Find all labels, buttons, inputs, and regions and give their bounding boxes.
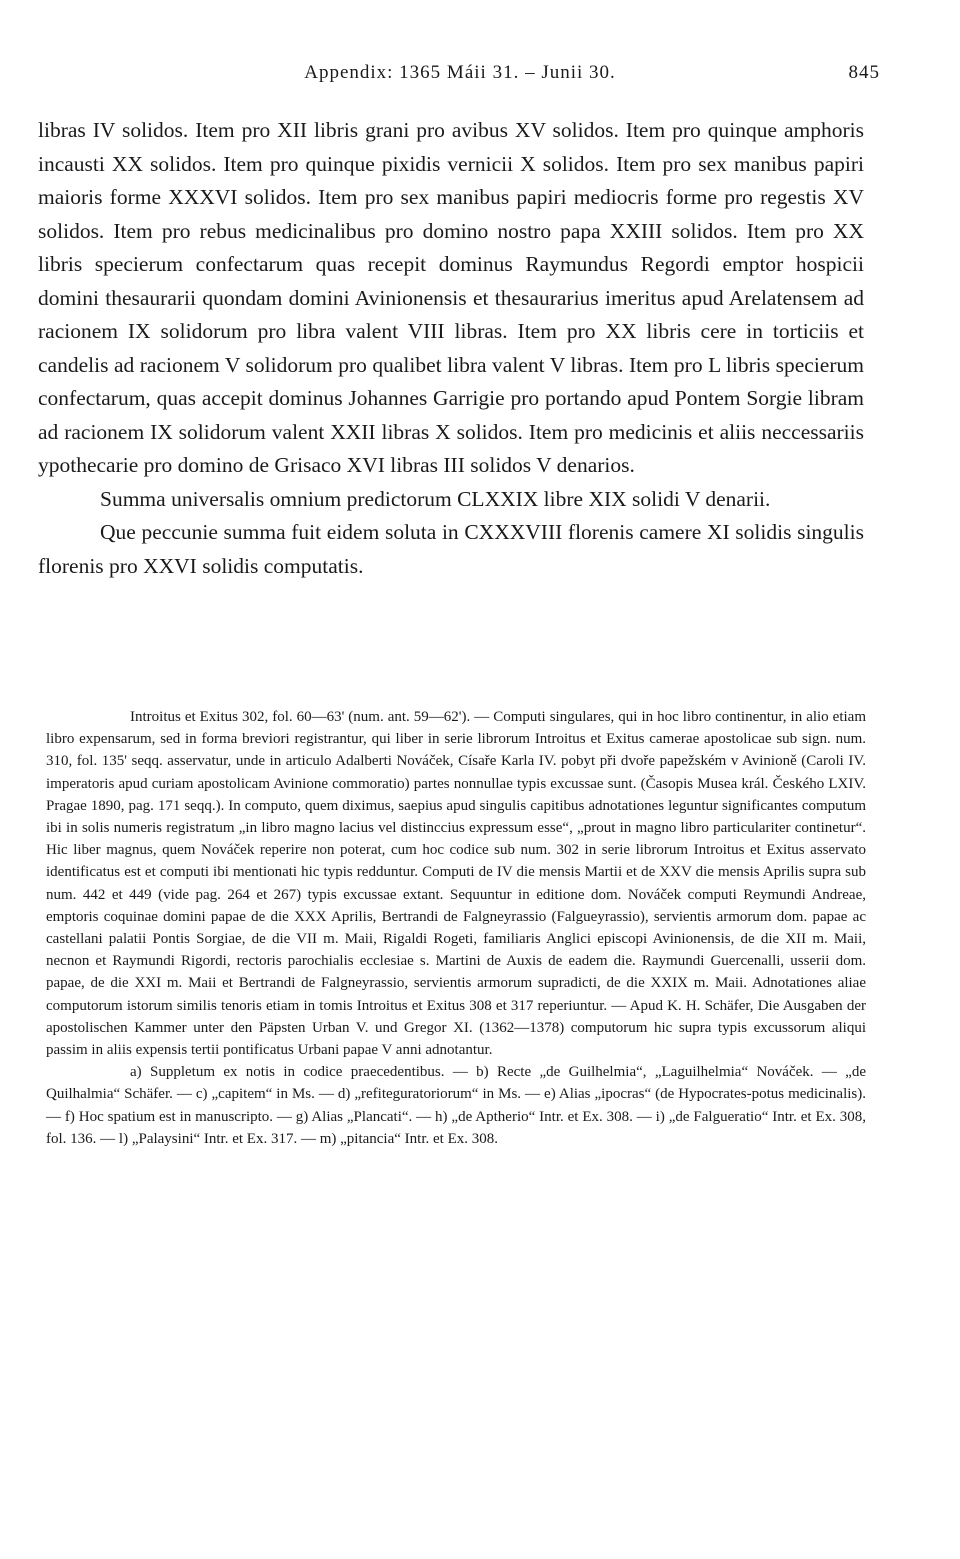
peccunie-paragraph: Que peccunie summa fuit eidem soluta in CXXXVIII florenis camere XI solidis singulis florenis pro XXVI solidis computatis. (38, 520, 864, 578)
page-header (40, 62, 880, 92)
running-title: Appendix: 1365 Máii 31. – Junii 30. (304, 62, 616, 83)
main-paragraph: libras IV solidos. Item pro XII libris grani pro avibus XV solidos. Item pro quinque amphoris incausti XX solidos. Item pro quinque pixidis vernicii X solidos. Item pro sex manibus papiri maioris forme XXXVI solidos. Item pro sex manibus papiri mediocris forme pro regestis XV solidos. Item pro rebus medicinalibus pro domino nostro papa XXIII solidos. Item pro XX libris specierum confectarum quas recepit dominus Raymundus Regordi emptor hospicii domini thesaurarii quondam domini Avinionensis et thesaurarius imeritus apud Arelatensem ad racionem IX solidorum pro libra valent VIII libras. Item pro XX libris cere in torticiis et candelis ad racionem V solidorum pro qualibet libra valent V libras. Item pro L libris specierum confectarum, quas accepit dominus Johannes Garrigie pro portando apud Pontem Sorgie libram ad racionem IX solidorum valent XXII libras X solidos. Item pro medicinis et aliis neccessariis ypothecarie pro domino de Grisaco XVI libras III solidos V denarios. (38, 118, 864, 477)
page-number: 845 (848, 62, 880, 83)
summa-paragraph: Summa universalis omnium predictorum CLXXIX libre XIX solidi V denarii. (100, 486, 771, 511)
commentary-note: Introitus et Exitus 302, fol. 60—63' (num. ant. 59—62'). — Computi singulares, qui in hoc libro continentur, in alio etiam libro expensarum, sed in forma breviori registrantur, qui liber in serie librorum Introitus et Exitus camerae apostolicae sub sign. num. 310, fol. 135' seqq. asservatur, unde in articulo Adalberti Nováček, Císaře Karla IV. pobyt při dvoře papežském v Avinioně (Caroli IV. imperatoris apud curiam apostolicam Avinione commoratio) partes nonnullae typis excussae sunt. (Časopis Musea král. Českého LXIV. Pragae 1890, pag. 171 seqq.). In computo, quem diximus, saepius apud singulis capitibus adnotationes leguntur significantes computum ibi in solis numeris registratum „in libro magno lacius vel distinccius expressum esse“, „prout in magno libro particulariter continetur“. Hic liber magnus, quem Nováček reperire non poterat, cum hoc codice sub num. 302 in serie librorum Introitus et Exitus asservato identificatus est et computi ibi mentionati hic typis redduntur. Computi de IV die mensis Martii et de XXV die mensis Aprilis supra sub num. 442 et 449 (vide pag. 264 et 267) typis excussae extant. Sequuntur in editione dom. Nováček computi Reymundi Andreae, emptoris coquinae domini papae de die XXX Aprilis, Bertrandi de Falgneyrassio (Falgueyrassio), servientis armorum dom. papae ac castellani palatii Pontis Sorgiae, de die VII m. Maii, Rigaldi Rogeti, familiaris Anglici episcopi Avinionensis, de die XII m. Maii, necnon et Raymundi Rigordi, rectoris parochialis ecclesiae s. Martini de Auxis de eadem die. Raymundi Guercenalli, usserii dom. papae, de die XXI m. Maii et Bertrandi de Falgneyrassio, servientis armorum supradicti, de die XXIX m. Maii. Adnotationes aliae computorum istorum similis tenoris etiam in tomis Introitus et Exitus 308 et 317 reperiuntur. — Apud K. H. Schäfer, Die Ausgaben der apostolischen Kammer unter den Päpsten Urban V. und Gregor XI. (1362—1378) computorum hic supra typis excussorum aliqui passim in aliis expensis tertii pontificatus Urbani papae V anni adnotantur. (46, 709, 866, 1059)
textual-notes: a) Suppletum ex notis in codice praecedentibus. — b) Recte „de Guilhelmia“, „Laguilhelmia“ Nováček. — „de Quilhalmia“ Schäfer. — c) „capitem“ in Ms. — d) „refiteguratoriorum“ in Ms. — e) Alias „ipocras“ (de Hypocrates-potus medicinalis). — f) Hoc spatium est in manuscripto. — g) Alias „Plancati“. — h) „de Aptherio“ Intr. et Ex. 308. — i) „de Falgueratio“ Intr. et Ex. 308, fol. 136. — l) „Palaysini“ Intr. et Ex. 317. — m) „pitancia“ Intr. et Ex. 308. (46, 1064, 866, 1147)
main-text (38, 114, 864, 583)
footnotes (46, 706, 866, 1150)
